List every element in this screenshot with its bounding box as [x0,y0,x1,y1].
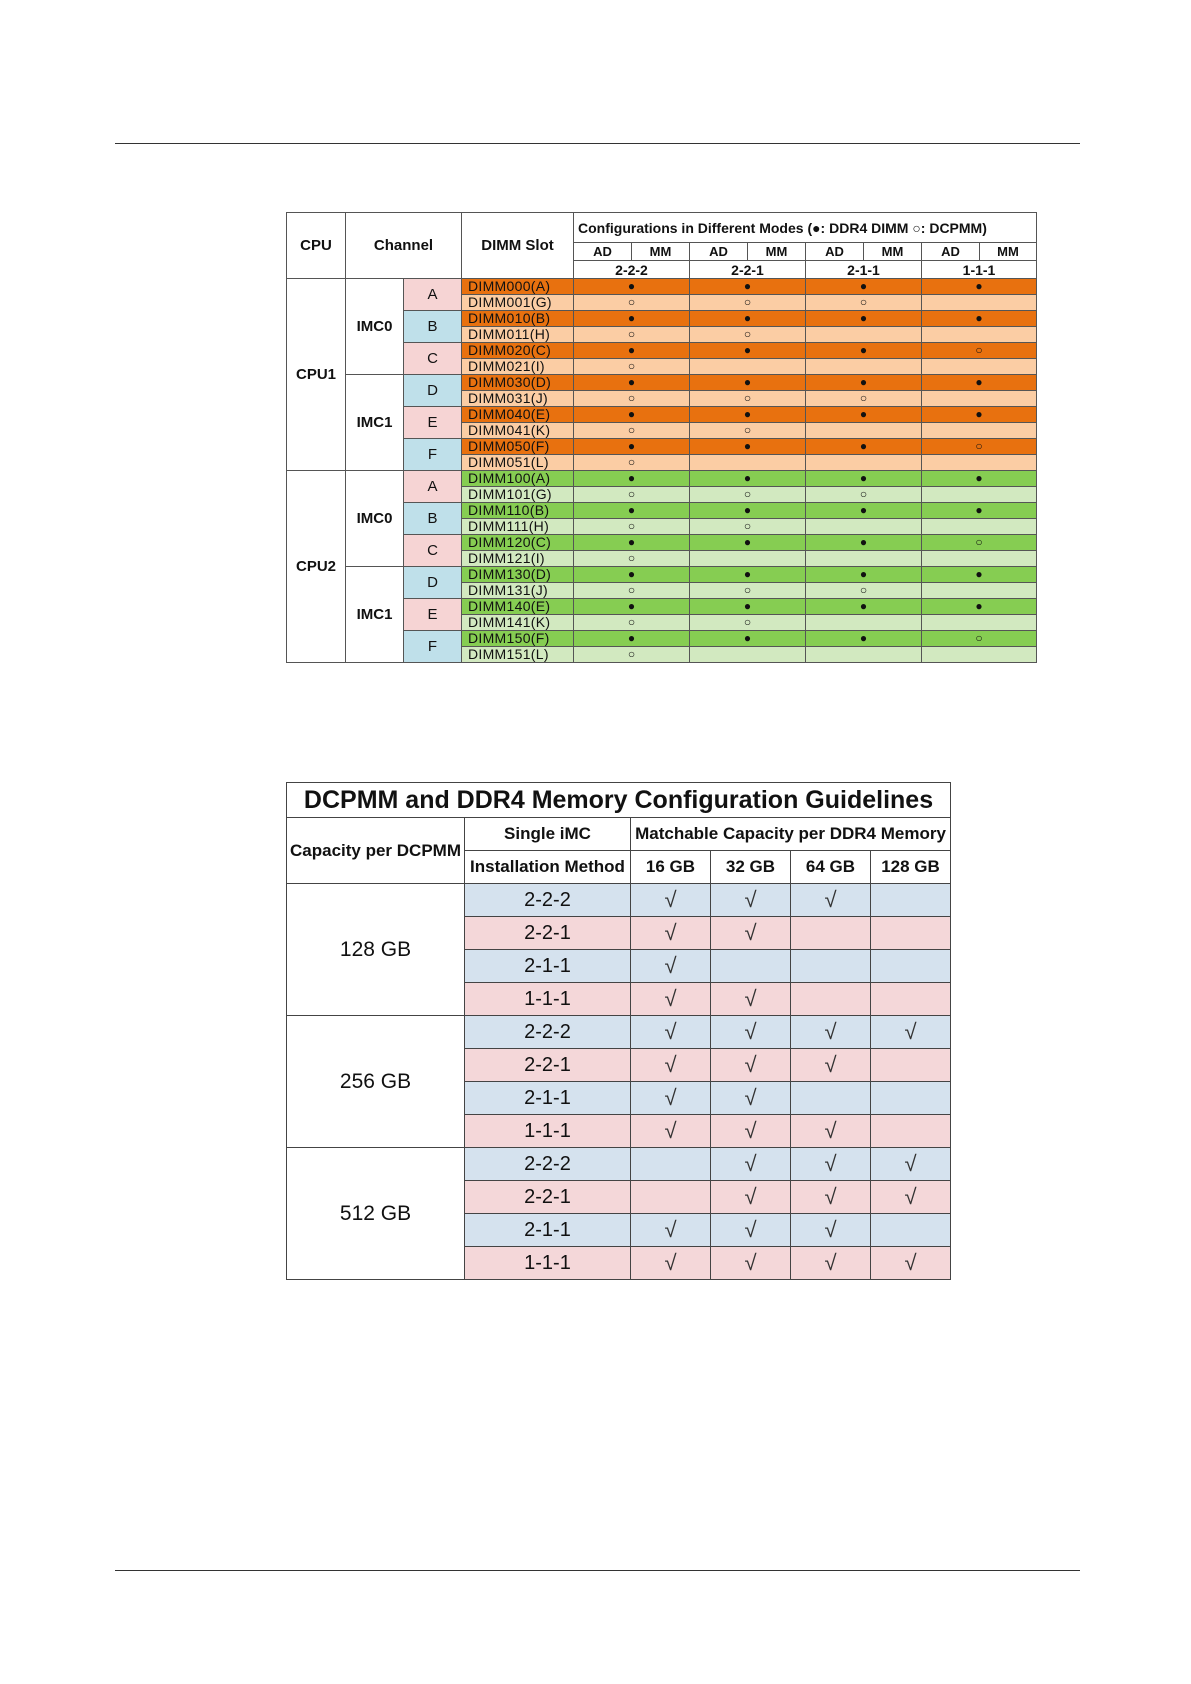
imc-label: IMC0 [346,471,404,567]
check-mark [871,1115,951,1148]
mode-marker: ○ [806,583,922,599]
mode-label: MM [864,243,922,261]
mode-marker: ○ [690,583,806,599]
imc-label: IMC0 [346,279,404,375]
check-mark: √ [711,983,791,1016]
mode-marker: ○ [574,615,690,631]
check-mark: √ [631,983,711,1016]
mode-marker: ● [690,375,806,391]
check-mark: √ [791,884,871,917]
mode-marker [806,519,922,535]
installation-method: 2-2-1 [465,1049,631,1082]
installation-method: 1-1-1 [465,1115,631,1148]
mode-marker [922,455,1037,471]
dcpmm-capacity: 128 GB [287,884,465,1016]
mode-marker [690,647,806,663]
dcpmm-guidelines-table [286,782,951,1280]
dimm-slot-name: DIMM150(F) [462,631,574,647]
mode-marker: ○ [922,631,1037,647]
mode-marker [690,359,806,375]
dcpmm-capacity: 256 GB [287,1016,465,1148]
cpu-label: CPU2 [287,471,346,663]
check-mark: √ [711,1049,791,1082]
check-mark: √ [631,1016,711,1049]
mode-marker: ○ [922,439,1037,455]
mode-marker: ● [922,567,1037,583]
check-mark [871,884,951,917]
mode-marker: ● [574,439,690,455]
check-mark [871,950,951,983]
mode-marker: ○ [574,295,690,311]
table-title: DCPMM and DDR4 Memory Configuration Guidelines [287,783,951,818]
mode-marker: ○ [574,359,690,375]
check-mark: √ [791,1115,871,1148]
mode-marker: ● [806,343,922,359]
channel-label: F [404,439,462,471]
configurations-header: Configurations in Different Modes (●: DDR4 DIMM ○: DCPMM) [574,213,1037,243]
mode-marker: ○ [690,391,806,407]
check-mark: √ [711,1016,791,1049]
mode-marker [806,615,922,631]
installation-method: 2-2-2 [465,884,631,917]
dimm-slot-name: DIMM010(B) [462,311,574,327]
mode-name: 2-2-2 [574,261,690,279]
mode-marker [806,647,922,663]
mode-marker: ○ [690,423,806,439]
dimm-slot-name: DIMM000(A) [462,279,574,295]
dimm-row [287,375,1037,391]
mode-marker: ○ [922,535,1037,551]
mode-marker [922,551,1037,567]
check-mark [791,917,871,950]
mode-marker: ○ [574,519,690,535]
mode-marker: ○ [574,487,690,503]
mode-label: MM [748,243,806,261]
check-mark [791,983,871,1016]
mode-marker: ● [806,503,922,519]
mode-marker [922,519,1037,535]
mode-marker: ● [690,503,806,519]
channel-label: C [404,535,462,567]
mode-marker: ● [690,343,806,359]
mode-label: MM [632,243,690,261]
channel-label: D [404,567,462,599]
mode-marker: ● [806,311,922,327]
check-mark: √ [871,1247,951,1280]
check-mark: √ [711,1082,791,1115]
check-mark [871,1082,951,1115]
check-mark [631,1181,711,1214]
mode-marker: ● [922,599,1037,615]
dimm-slot-name: DIMM140(E) [462,599,574,615]
check-mark [791,950,871,983]
dimm-slot-name: DIMM041(K) [462,423,574,439]
mode-marker: ● [574,471,690,487]
mode-marker: ● [574,503,690,519]
mode-marker: ○ [574,647,690,663]
mode-marker: ○ [574,455,690,471]
check-mark: √ [791,1181,871,1214]
mode-marker: ● [922,407,1037,423]
dimm-slot-name: DIMM100(A) [462,471,574,487]
dimm-slot-name: DIMM030(D) [462,375,574,391]
mode-marker: ● [806,279,922,295]
check-mark: √ [711,1214,791,1247]
mode-marker: ● [922,279,1037,295]
imc-label: IMC1 [346,375,404,471]
mode-label: AD [574,243,632,261]
installation-method: 2-2-2 [465,1016,631,1049]
mode-marker: ● [690,535,806,551]
mode-marker: ● [690,439,806,455]
dimm-slot-name: DIMM121(I) [462,551,574,567]
mode-marker [922,327,1037,343]
dimm-slot-name: DIMM131(J) [462,583,574,599]
mode-marker: ● [806,439,922,455]
check-mark: √ [631,917,711,950]
check-mark [711,950,791,983]
mode-marker: ● [806,407,922,423]
mode-marker: ○ [806,391,922,407]
mode-marker: ○ [690,327,806,343]
check-mark: √ [791,1049,871,1082]
channel-label: D [404,375,462,407]
dimm-slot-name: DIMM031(J) [462,391,574,407]
channel-label: C [404,343,462,375]
ddr4-capacity-header: 16 GB [631,851,711,884]
mode-marker [922,615,1037,631]
capacity-header: Capacity per DCPMM [287,818,465,884]
mode-marker [806,423,922,439]
mode-marker: ● [574,631,690,647]
mode-marker: ● [922,311,1037,327]
mode-name: 2-2-1 [690,261,806,279]
check-mark: √ [711,884,791,917]
installation-method: 2-2-1 [465,1181,631,1214]
mode-marker: ○ [574,583,690,599]
mode-marker: ● [574,343,690,359]
check-mark [871,1049,951,1082]
check-mark: √ [631,884,711,917]
mode-marker [690,551,806,567]
mode-marker [922,359,1037,375]
check-mark: √ [711,917,791,950]
mode-marker: ● [806,599,922,615]
installation-method: 1-1-1 [465,1247,631,1280]
mode-label: AD [922,243,980,261]
method-header-line1: Single iMC [465,818,631,851]
mode-marker: ○ [690,295,806,311]
mode-marker [806,455,922,471]
mode-name: 2-1-1 [806,261,922,279]
dimm-slot-name: DIMM111(H) [462,519,574,535]
mode-marker: ● [574,375,690,391]
channel-label: E [404,599,462,631]
channel-label: A [404,279,462,311]
mode-marker: ○ [806,487,922,503]
mode-marker: ● [574,535,690,551]
mode-marker: ● [806,567,922,583]
mode-marker: ● [690,279,806,295]
dimm-slot-name: DIMM001(G) [462,295,574,311]
ddr4-capacity-header: 64 GB [791,851,871,884]
check-mark: √ [711,1148,791,1181]
mode-marker [690,455,806,471]
mode-marker: ○ [690,615,806,631]
cpu-header: CPU [287,213,346,279]
dimm-slot-name: DIMM130(D) [462,567,574,583]
mode-marker: ○ [574,327,690,343]
dimm-slot-name: DIMM101(G) [462,487,574,503]
mode-marker: ● [574,279,690,295]
dimm-slot-name: DIMM040(E) [462,407,574,423]
mode-marker: ○ [574,391,690,407]
mode-marker: ○ [690,487,806,503]
dimm-slot-name: DIMM141(K) [462,615,574,631]
dimm-slot-name: DIMM151(L) [462,647,574,663]
installation-method: 2-1-1 [465,1214,631,1247]
guideline-row [287,1016,951,1049]
dimm-configuration-table [286,212,1037,663]
mode-label: AD [690,243,748,261]
channel-label: E [404,407,462,439]
imc-label: IMC1 [346,567,404,663]
channel-label: F [404,631,462,663]
guideline-row [287,1148,951,1181]
method-header-line2: Installation Method [465,851,631,884]
check-mark: √ [791,1214,871,1247]
check-mark: √ [631,1115,711,1148]
mode-marker: ● [922,471,1037,487]
dimm-slot-name: DIMM011(H) [462,327,574,343]
mode-name: 1-1-1 [922,261,1037,279]
matchable-header: Matchable Capacity per DDR4 Memory [631,818,951,851]
mode-marker: ● [690,567,806,583]
check-mark [631,1148,711,1181]
check-mark: √ [711,1115,791,1148]
mode-marker [922,295,1037,311]
check-mark: √ [711,1181,791,1214]
guideline-row [287,884,951,917]
mode-marker [922,487,1037,503]
mode-marker: ● [574,311,690,327]
cpu-label: CPU1 [287,279,346,471]
ddr4-capacity-header: 32 GB [711,851,791,884]
mode-marker: ● [806,535,922,551]
check-mark: √ [791,1148,871,1181]
channel-label: B [404,311,462,343]
check-mark: √ [631,1049,711,1082]
check-mark: √ [631,1082,711,1115]
mode-marker: ○ [574,551,690,567]
dimm-row [287,567,1037,583]
mode-marker [806,327,922,343]
check-mark: √ [791,1247,871,1280]
check-mark: √ [631,950,711,983]
mode-marker [922,423,1037,439]
mode-marker [922,647,1037,663]
ddr4-capacity-header: 128 GB [871,851,951,884]
installation-method: 1-1-1 [465,983,631,1016]
mode-marker: ● [922,503,1037,519]
mode-marker: ● [574,407,690,423]
header-rule [115,143,1080,144]
dimm-slot-name: DIMM110(B) [462,503,574,519]
dimm-slot-name: DIMM120(C) [462,535,574,551]
check-mark [871,917,951,950]
dimm-slot-name: DIMM020(C) [462,343,574,359]
mode-marker: ● [690,599,806,615]
check-mark: √ [711,1247,791,1280]
mode-marker [806,359,922,375]
check-mark: √ [871,1181,951,1214]
mode-marker: ● [690,311,806,327]
dimm-slot-name: DIMM050(F) [462,439,574,455]
mode-marker: ○ [806,295,922,311]
dimm-slot-name: DIMM051(L) [462,455,574,471]
mode-marker: ○ [922,343,1037,359]
dimm-row [287,471,1037,487]
channel-label: B [404,503,462,535]
mode-marker: ○ [574,423,690,439]
mode-marker: ● [574,599,690,615]
installation-method: 2-2-2 [465,1148,631,1181]
dimm-row [287,279,1037,295]
check-mark [791,1082,871,1115]
dimm-slot-name: DIMM021(I) [462,359,574,375]
mode-label: MM [980,243,1037,261]
mode-marker: ● [690,471,806,487]
mode-label: AD [806,243,864,261]
mode-marker: ● [806,471,922,487]
check-mark: √ [631,1214,711,1247]
mode-marker [922,391,1037,407]
mode-marker: ● [690,631,806,647]
mode-marker: ○ [690,519,806,535]
dcpmm-capacity: 512 GB [287,1148,465,1280]
mode-marker: ● [574,567,690,583]
mode-marker: ● [806,375,922,391]
mode-marker [922,583,1037,599]
mode-marker: ● [690,407,806,423]
mode-marker: ● [806,631,922,647]
check-mark [871,1214,951,1247]
check-mark [871,983,951,1016]
installation-method: 2-1-1 [465,1082,631,1115]
check-mark: √ [631,1247,711,1280]
check-mark: √ [871,1016,951,1049]
check-mark: √ [791,1016,871,1049]
dimm-slot-header: DIMM Slot [462,213,574,279]
mode-marker: ● [922,375,1037,391]
check-mark: √ [871,1148,951,1181]
installation-method: 2-1-1 [465,950,631,983]
installation-method: 2-2-1 [465,917,631,950]
channel-header: Channel [346,213,462,279]
mode-marker [806,551,922,567]
channel-label: A [404,471,462,503]
footer-rule [115,1570,1080,1571]
